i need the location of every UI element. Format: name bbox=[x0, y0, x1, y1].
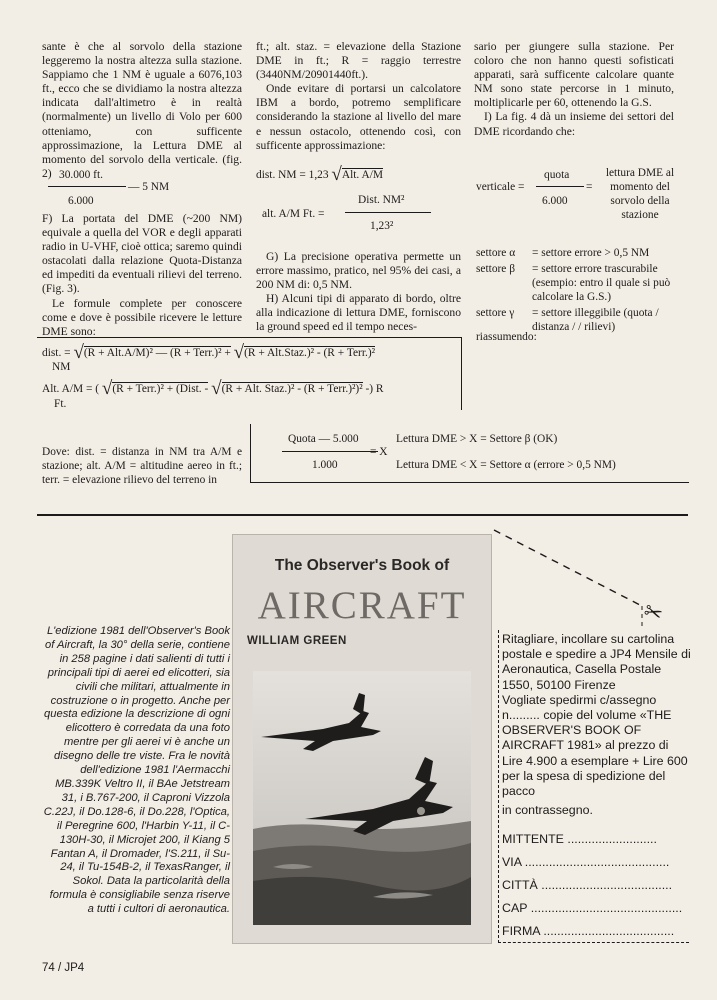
sector-name: settore α bbox=[476, 247, 516, 259]
equation-dist bbox=[256, 164, 383, 185]
column-2-lower bbox=[256, 250, 461, 335]
field-label: FIRMA bbox=[502, 924, 540, 938]
formula-part: Alt. A/M = ( bbox=[42, 383, 100, 395]
field-label: CITTÀ bbox=[502, 878, 538, 892]
equation-alt-den: 1,23² bbox=[370, 220, 394, 232]
book-description: L'edizione 1981 dell'Observer's Book of Aircraft, la 30° della serie, contiene in 258 pagine i dati salienti di tutti i principali tipi di aerei ed elicotteri, sia civili che militari, attualmente in costruzione o in progetto. Anche per questa edizione la descrizione di ogni elicottero è corredata da una foto mentre per gli aerei vi è anche un disegno delle tre viste. Fra le novità dell'edizione 1981 l'Aermacchi MB.339K Veltro II, il BAe Jetstream 31, i B.767-200, il Caproni Vizzola C.22J, il Do.128-6, il Do.228, l'Optica, il Peregrine 600, l'Harbin Y-11, il C-130H-30, il Microjet 200, il Kiang 5 Fantan A, il Dromader, l'S.211, il Su-24, il Tu-154B-2, il TexasRanger, il Sokol. Data la particolarità della formula è consigliabile senza riserve a tutti i cultori di aeronautica. bbox=[43, 625, 230, 916]
column-1-lower bbox=[42, 212, 242, 339]
column-2 bbox=[256, 40, 461, 153]
fraction-numerator: 30.000 ft. bbox=[59, 169, 103, 181]
sector-name: settore β bbox=[476, 263, 516, 275]
form-field-cap[interactable] bbox=[502, 901, 688, 924]
field-label: VIA bbox=[502, 855, 522, 869]
coupon-order: Vogliate spedirmi c/assegno n......... copie del volume «THE OBSERVER'S BOOK OF AIRCRAFT 1981» al prezzo di Lire 4.900 a esemplare + Lire 600 per la spesa di spedizione del pacco bbox=[502, 692, 688, 799]
field-label: MITTENTE bbox=[502, 832, 564, 846]
formula-dist bbox=[42, 342, 376, 363]
paragraph: H) Alcuni tipi di apparato di bordo, oltre alla indicazione di lettura DME, forniscono la ground speed ed il tempo neces- bbox=[256, 292, 461, 334]
sector-row-alpha bbox=[476, 246, 688, 260]
fraction-bar bbox=[536, 186, 584, 187]
page-folio: 74 / JP4 bbox=[42, 962, 85, 974]
book-cover bbox=[232, 534, 492, 944]
paragraph: I) La fig. 4 dà un insieme dei settori del DME ricordando che: bbox=[474, 110, 674, 138]
coupon-payment: in contrassegno. bbox=[502, 803, 593, 818]
formula-part: -) R bbox=[365, 383, 384, 395]
formula-dist-unit: NM bbox=[52, 361, 71, 373]
field-label: CAP bbox=[502, 901, 528, 915]
book-author: WILLIAM GREEN bbox=[247, 635, 347, 647]
fraction-result-value: 5 NM bbox=[142, 181, 170, 193]
form-field-citta[interactable] bbox=[502, 878, 688, 901]
paragraph: ft.; alt. staz. = elevazione della Stazione DME in ft.; R = raggio terrestre (3440NM/20901440ft.). bbox=[256, 40, 461, 82]
formula-part: dist. = bbox=[42, 347, 71, 359]
box-line-2: Lettura DME < X = Settore α (errore > 0,5 NM) bbox=[396, 459, 616, 471]
equation-alt-num: Dist. NM² bbox=[358, 194, 405, 206]
field-dots: ...................................... bbox=[543, 924, 675, 938]
paragraph: sario per giungere sulla stazione. Per coloro che non hanno questi sofisticati apparati, sarà sufficente calcolare quante NM sono state percorse in 1 minuto, moltiplicarle per 60, ottenendo la G.S. bbox=[474, 40, 674, 110]
fraction-denominator: 6.000 bbox=[68, 195, 94, 207]
form-field-via[interactable] bbox=[502, 855, 688, 878]
column-3 bbox=[474, 40, 674, 139]
box-numerator: Quota — 5.000 bbox=[288, 433, 359, 445]
formula-part: (R + Alt.Staz.)² - (R + Terr.)² bbox=[244, 347, 376, 359]
sector-description: = settore errore > 0,5 NM bbox=[532, 247, 650, 259]
paragraph: Onde evitare di portarsi un calcolatore IBM a bordo, potremo semplificare considerando la stazione al livello del mare e nessun ostacolo, ottenendo così, con sufficente approssimazione: bbox=[256, 82, 461, 152]
formula-part: (R + Alt.A/M)² — (R + Terr.)² + bbox=[83, 347, 231, 359]
sqrt-icon: √ bbox=[101, 378, 113, 399]
vertical-eq: = bbox=[586, 181, 593, 193]
paragraph: Le formule complete per conoscere come e dove è possibile ricevere le letture DME sono: bbox=[42, 296, 242, 338]
sqrt-icon: √ bbox=[73, 342, 84, 363]
definitions-text: Dove: dist. = distanza in NM tra A/M e stazione; alt. A/M = altitudine aereo in ft.; terr. = elevazione rilievo del terreno in bbox=[42, 446, 242, 486]
formula-alt bbox=[42, 378, 384, 399]
vertical-numerator: quota bbox=[544, 169, 570, 181]
section-divider bbox=[37, 514, 688, 516]
paragraph: G) La precisione operativa permette un errore massimo, pratico, nel 95% dei casi, a 200 NM di: 0,5 NM. bbox=[256, 250, 461, 292]
fraction-bar bbox=[48, 186, 126, 187]
sector-description: = settore illeggibile (quota / distanza / / rilievi) bbox=[532, 307, 659, 333]
paragraph: sante è che al sorvolo della stazione leggeremo la nostra altezza sulla stazione. Sappiamo che 1 NM è uguale a 6076,103 ft., ecco che se dividiamo la nostra altezza indicata dall'altimetro è in realtà (normalmente) un livello di Volo per 600 otteniamo, con sufficente approssimazione, la Lettura DME al momento del sorvolo della verticale. (fig. 2) bbox=[42, 40, 242, 180]
scissors-icon: ✂ bbox=[640, 597, 667, 628]
fraction-bar bbox=[345, 212, 431, 213]
form-field-firma[interactable] bbox=[502, 924, 688, 947]
sqrt-icon: √ bbox=[211, 378, 222, 399]
sqrt-icon: √ bbox=[233, 342, 245, 363]
summary-label: riassumendo: bbox=[476, 331, 537, 343]
formula-part: (R + Terr.)² + (Dist. - bbox=[112, 383, 209, 395]
box-denominator: 1.000 bbox=[312, 459, 338, 471]
form-field-mittente[interactable] bbox=[502, 832, 688, 855]
equation-left: dist. NM = 1,23 bbox=[256, 169, 329, 181]
equation-alt-left: alt. A/M Ft. = bbox=[262, 208, 325, 220]
coupon-form bbox=[502, 832, 688, 947]
coupon-text bbox=[502, 632, 692, 818]
sqrt-icon: √ bbox=[331, 164, 342, 185]
fraction-result: — 5 NM bbox=[128, 181, 170, 193]
formula-part: (R + Alt. Staz.)² - (R + Terr.)²)² bbox=[221, 383, 363, 395]
box-eq: = X bbox=[370, 446, 388, 458]
sector-name: settore γ bbox=[476, 307, 515, 319]
field-dots: .......................................... bbox=[524, 855, 670, 869]
aircraft-photo bbox=[253, 671, 471, 925]
fraction-bar bbox=[282, 451, 378, 452]
field-dots: ...................................... bbox=[541, 878, 673, 892]
field-dots: ............................................ bbox=[530, 901, 683, 915]
coupon-instructions: Ritagliare, incollare su cartolina postale e spedire a JP4 Mensile di Aeronautica, Casella Postale 1550, 50100 Firenze bbox=[502, 632, 691, 692]
box-line-1: Lettura DME > X = Settore β (OK) bbox=[396, 433, 558, 445]
book-series: The Observer's Book of bbox=[274, 557, 450, 574]
field-dots: .......................... bbox=[567, 832, 657, 846]
radicand: Alt. A/M bbox=[341, 169, 383, 181]
sector-list bbox=[476, 246, 688, 334]
vertical-denominator: 6.000 bbox=[542, 195, 568, 207]
column-1 bbox=[42, 40, 242, 181]
vertical-description: lettura DME al momento del sorvolo della stazione bbox=[605, 167, 675, 221]
book-title: AIRCRAFT bbox=[257, 584, 467, 627]
sector-row-beta bbox=[476, 262, 688, 304]
sector-description: = settore errore trascurabile (esempio: entro il quale si può calcolare la G.S.) bbox=[532, 263, 671, 303]
vertical-label: verticale = bbox=[476, 181, 525, 193]
paragraph: F) La portata del DME (~200 NM) equivale a quella del VOR e degli apparati radio in U-VHF, cioè ottica; saremo quindi ostacolati dalla relazione Quota-Distanza ed impediti da eventuali rilievi del terreno. (Fig. 3). bbox=[42, 212, 242, 296]
formula-alt-unit: Ft. bbox=[54, 398, 67, 410]
